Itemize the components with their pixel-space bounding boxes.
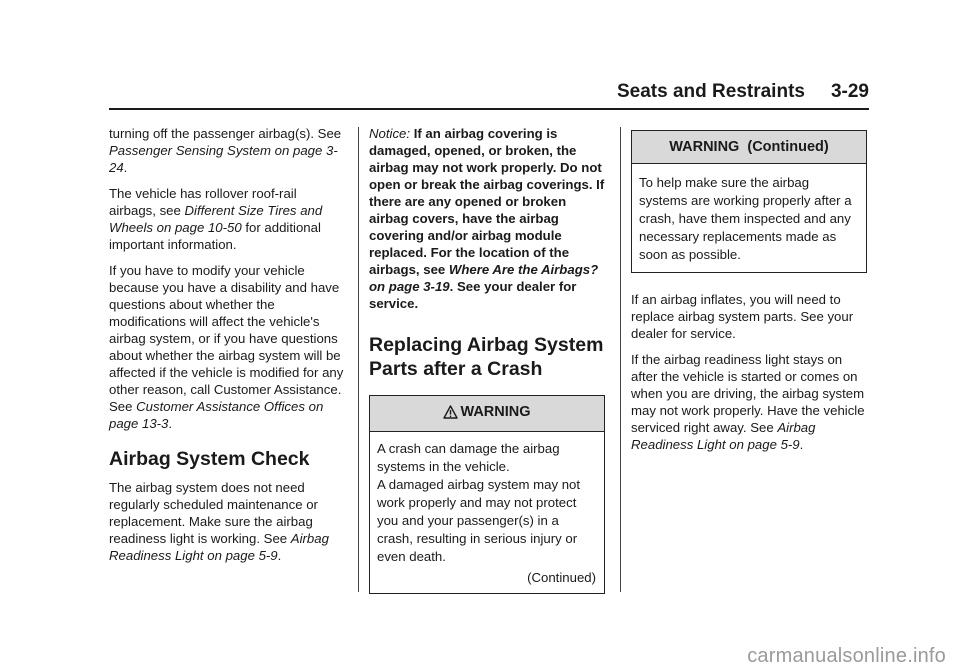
warning-body	[370, 432, 604, 593]
cross-reference-link[interactable]: Airbag Readiness Light on page 5-9	[631, 420, 816, 452]
column-middle	[369, 125, 605, 594]
warning-title: WARNING	[460, 404, 531, 420]
warning-text: A crash can damage the airbag systems in the vehicle.	[377, 441, 560, 474]
paragraph: If an airbag inflates, you will need to replace airbag system parts. See your dealer for service.	[631, 292, 854, 341]
paragraph: The airbag system does not need regularly scheduled maintenance or replacement. Make sure the airbag readiness light is working. See Airbag Readiness Light on page 5-9.	[109, 480, 329, 563]
warning-box	[369, 395, 605, 594]
paragraph: If you have to modify your vehicle because you have a disability and have questions about whether the modifications will affect the vehicle's airbag system, or if you have questions about whether the airbag system will be affected if the vehicle is modified for any other reason, call Customer Assistance. See Customer Assistance Offices on page 13-3.	[109, 263, 344, 431]
warning-text: A damaged airbag system may not work properly and may not protect you and your passenger(s) in a crash, resulting in serious injury or even death.	[377, 477, 581, 564]
header-rule	[109, 108, 869, 110]
column-divider	[620, 127, 621, 592]
notice-label: Notice:	[369, 126, 411, 141]
paragraph: If the airbag readiness light stays on after the vehicle is started or comes on when you are driving, the airbag system may not work properly. Have the vehicle serviced right away. See Airbag Readiness Light on page 5-9.	[631, 352, 865, 452]
continued-label: (Continued)	[527, 570, 596, 585]
column-right	[631, 125, 867, 462]
warning-box-continued	[631, 130, 867, 273]
cross-reference-link[interactable]: Different Size Tires and Wheels on page 10-50	[109, 203, 323, 235]
warning-header: WARNING (Continued)	[632, 131, 866, 164]
warning-triangle-icon	[443, 405, 458, 425]
cross-reference-link[interactable]: Where Are the Airbags? on page 3-19	[369, 262, 599, 294]
section-heading: Airbag System Check	[109, 448, 310, 470]
warning-header	[370, 396, 604, 432]
cross-reference-link[interactable]: Passenger Sensing System on page 3-24	[109, 143, 338, 175]
page-number: 3-29	[830, 81, 869, 102]
paragraph: turning off the passenger airbag(s). See Passenger Sensing System on page 3-24.	[109, 126, 342, 175]
paragraph: The vehicle has rollover roof-rail airbags, see Different Size Tires and Wheels on page 10-50 for additional important information.	[109, 186, 323, 252]
section-title: Seats and Restraints	[617, 81, 805, 102]
notice-paragraph: Notice: If an airbag covering is damaged, opened, or broken, the airbag may not work properly. Do not open or break the airbag coverings. If there are any opened or broken airbag covers, have the airbag covering and/or airbag module replaced. For the location of the airbags, see Where Are the Airbags? on page 3-19. See your dealer for service.	[369, 126, 605, 311]
warning-body	[632, 164, 866, 272]
page-header	[617, 81, 889, 103]
column-divider	[358, 127, 359, 592]
column-left	[109, 125, 345, 573]
section-heading: Replacing Airbag System Parts after a Crash	[369, 334, 604, 380]
watermark: carmanualsonline.info	[747, 645, 946, 667]
cross-reference-link[interactable]: Airbag Readiness Light on page 5-9	[109, 531, 329, 563]
cross-reference-link[interactable]: Customer Assistance Offices on page 13-3	[109, 399, 324, 431]
warning-text: To help make sure the airbag systems are working properly after a crash, have them inspected and any necessary replacements made as soon as possible.	[639, 175, 852, 262]
